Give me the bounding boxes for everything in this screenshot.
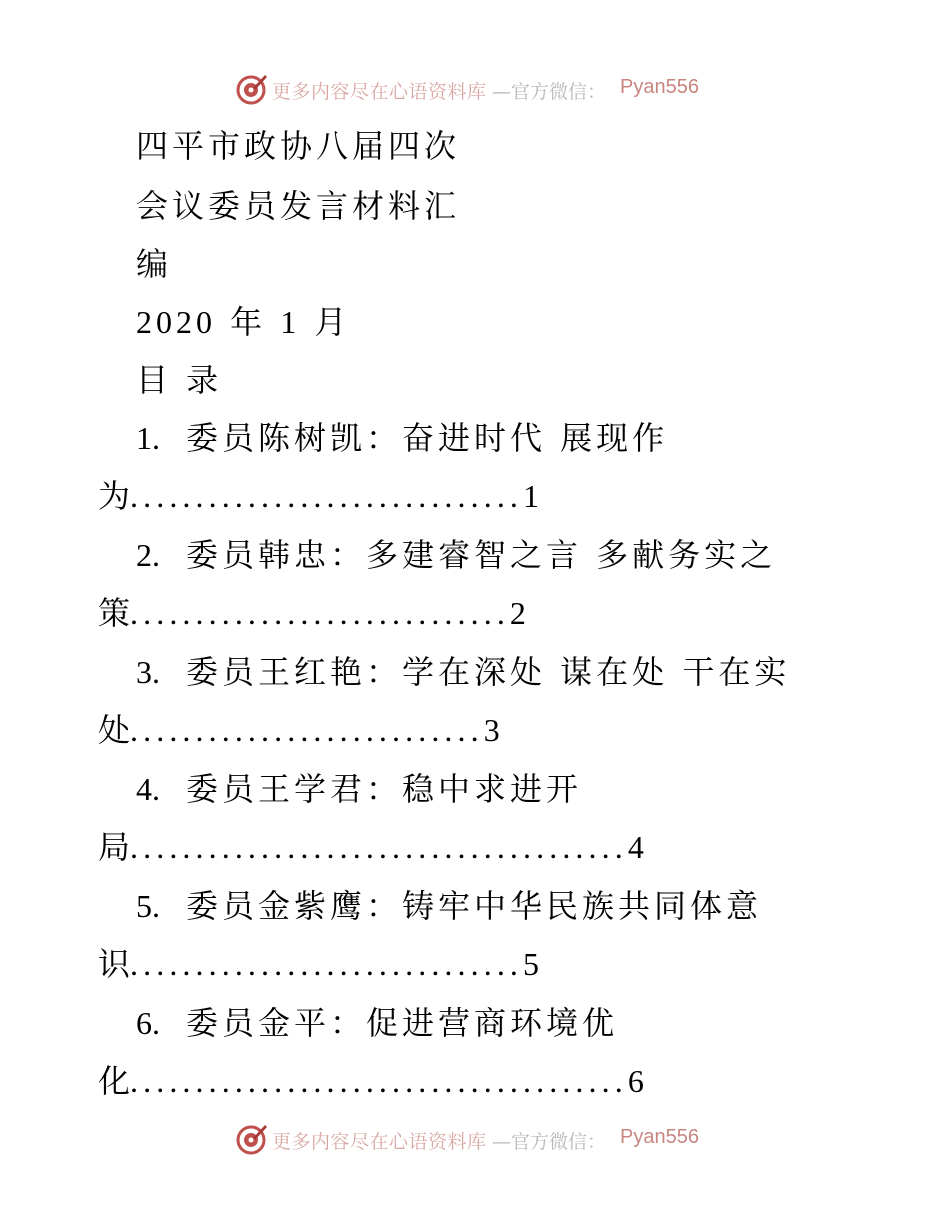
toc-entry-title: 委员陈树凯：奋进时代 展现作 xyxy=(186,419,669,457)
toc-entry-continuation: 为..............................1 xyxy=(98,477,540,515)
toc-page-number: 3 xyxy=(483,712,500,748)
toc-entry-number: 4. xyxy=(136,771,160,807)
toc-entry-continuation: 策.............................2 xyxy=(98,594,526,632)
document-title-line-1: 四平市政协八届四次 xyxy=(136,127,461,165)
date-month-suffix: 月 xyxy=(314,303,351,341)
date-month: 1 xyxy=(280,304,301,340)
toc-entry-title: 委员王学君：稳中求进开 xyxy=(186,770,583,808)
toc-page-number: 1 xyxy=(523,478,540,514)
toc-page-number: 5 xyxy=(523,946,540,982)
toc-entry-number: 6. xyxy=(136,1005,160,1041)
toc-page-number: 4 xyxy=(627,829,644,865)
toc-entry-title: 委员王红艳：学在深处 谋在处 干在实 xyxy=(186,653,791,691)
date-year: 2020 xyxy=(136,304,216,340)
toc-entry-number: 2. xyxy=(136,537,160,573)
document-title-line-2: 会议委员发言材料汇 xyxy=(136,187,461,225)
toc-entry-number: 3. xyxy=(136,654,160,690)
document-title-line-3: 编 xyxy=(136,245,173,283)
toc-entry-title: 委员金紫鹰：铸牢中华民族共同体意 xyxy=(186,887,763,925)
toc-entry-continuation: 化......................................6 xyxy=(98,1062,644,1100)
quill-pen-logo-icon xyxy=(234,72,268,106)
toc-entry-continuation: 局......................................4 xyxy=(98,828,644,866)
watermark-wechat-label: —官方微信： xyxy=(492,81,607,103)
toc-entry-number: 5. xyxy=(136,888,160,924)
date-year-suffix: 年 xyxy=(230,303,267,341)
toc-entry-title: 委员韩忠：多建睿智之言 多献务实之 xyxy=(186,536,777,574)
watermark-banner-bottom xyxy=(0,1120,950,1160)
watermark-text: 更多内容尽在心语资料库 xyxy=(272,81,487,103)
watermark-wechat-id: Pyan556 xyxy=(620,76,699,98)
toc-heading: 目 录 xyxy=(136,361,223,399)
watermark-text: 更多内容尽在心语资料库 xyxy=(272,1131,487,1153)
watermark-wechat-label: —官方微信： xyxy=(492,1131,607,1153)
toc-entry-continuation: 处...........................3 xyxy=(98,711,500,749)
toc-page-number: 2 xyxy=(509,595,526,631)
toc-entry-continuation: 识..............................5 xyxy=(98,945,540,983)
document-date xyxy=(136,302,351,342)
quill-pen-logo-icon xyxy=(234,1122,268,1156)
toc-page-number: 6 xyxy=(627,1063,644,1099)
toc-entry-number: 1. xyxy=(136,420,160,456)
toc-entry-title: 委员金平：促进营商环境优 xyxy=(186,1004,619,1042)
watermark-wechat-id: Pyan556 xyxy=(620,1126,699,1148)
watermark-banner-top xyxy=(0,70,950,110)
